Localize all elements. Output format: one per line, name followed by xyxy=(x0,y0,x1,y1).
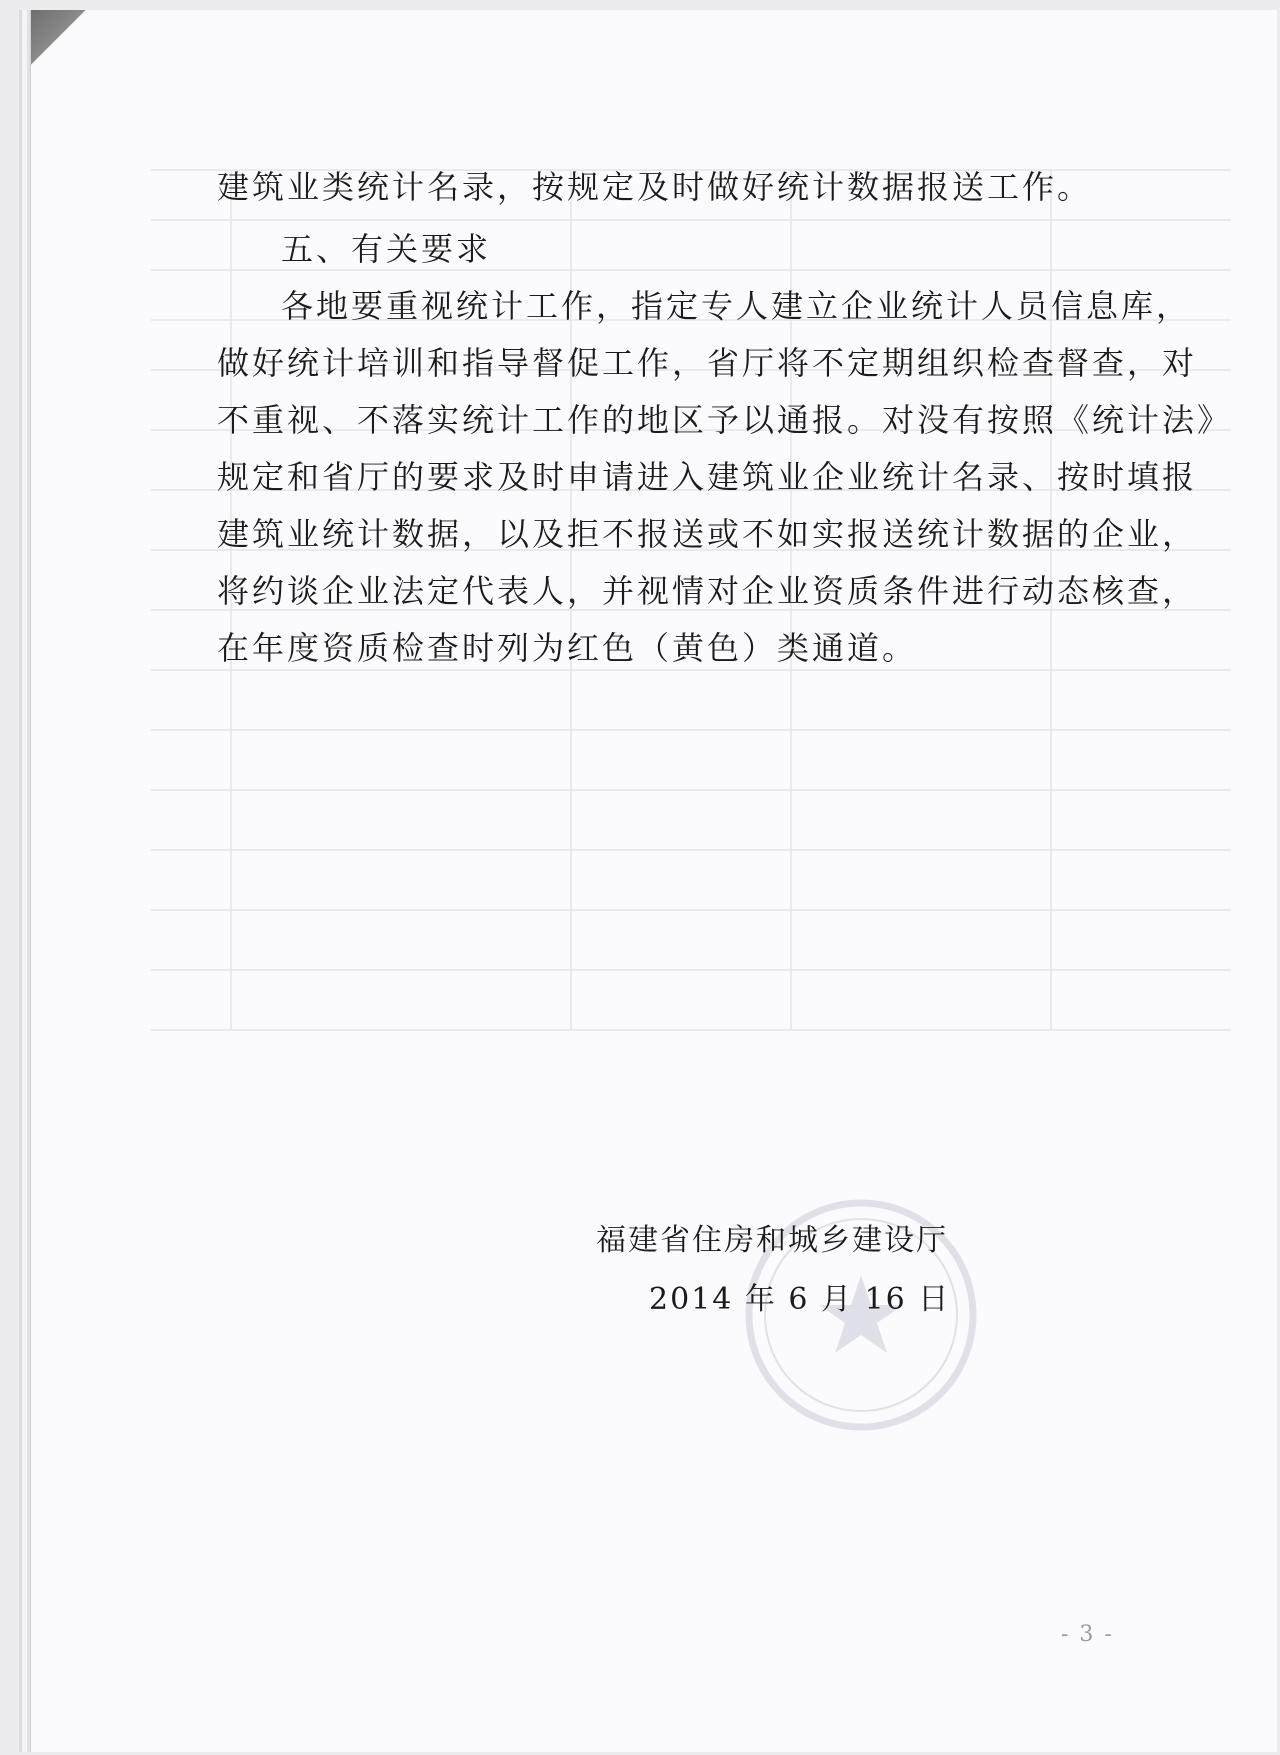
page-number: - 3 - xyxy=(1061,1622,1114,1647)
section-heading: 五、有关要求 xyxy=(281,230,492,268)
body-line: 在年度资质检查时列为红色（黄色）类通道。 xyxy=(217,629,918,667)
body-line: 不重视、不落实统计工作的地区予以通报。对没有按照《统计法》 xyxy=(217,401,1233,439)
body-line: 规定和省厅的要求及时申请进入建筑业企业统计名录、按时填报 xyxy=(217,458,1198,496)
body-line: 建筑业类统计名录，按规定及时做好统计数据报送工作。 xyxy=(217,168,1093,206)
body-line: 各地要重视统计工作，指定专人建立企业统计人员信息库， xyxy=(281,287,1192,325)
document-page xyxy=(30,10,1277,1752)
reverse-side-bleed-through xyxy=(151,70,1231,1470)
body-line: 将约谈企业法定代表人，并视情对企业资质条件进行动态核查， xyxy=(217,572,1198,610)
body-line: 建筑业统计数据，以及拒不报送或不如实报送统计数据的企业， xyxy=(217,515,1198,553)
issuing-organization: 福建省住房和城乡建设厅 xyxy=(596,1223,948,1258)
body-line: 做好统计培训和指导督促工作，省厅将不定期组织检查督查，对 xyxy=(217,344,1198,382)
issue-date: 2014 年 6 月 16 日 xyxy=(649,1282,951,1317)
folded-corner xyxy=(31,10,91,70)
